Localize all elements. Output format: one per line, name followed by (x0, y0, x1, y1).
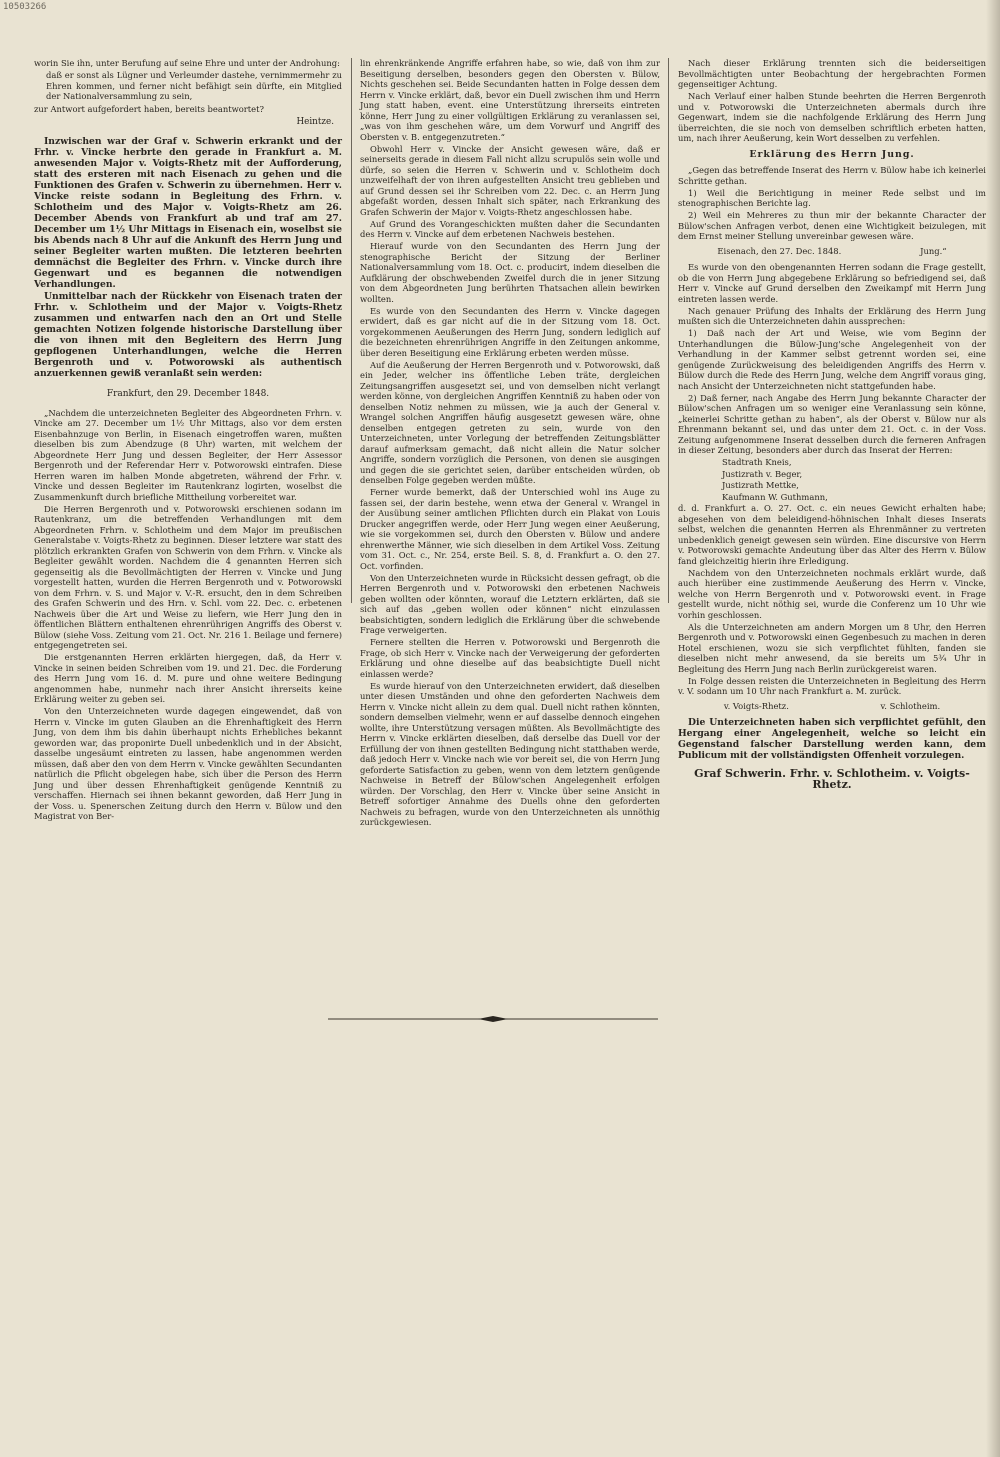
signature: v. Voigts-Rhetz. (723, 700, 789, 711)
paragraph: 1) Weil die Berichtigung in meiner Rede selbst und im stenographischen Berichte lag. (678, 187, 986, 208)
paragraph: Obwohl Herr v. Vincke der Ansicht gewesen wäre, daß er seinerseits gerade in diesem Fall nicht allzu scrupulös sein wolle und dürfe, so seien die Herren v. Schwerin und v. Schlotheim doch unzweifelhaft der von ihren aufgestellten Ansicht treu geblieben und auf Grund dessen sei ihr Schreiben vom 22. Dec. c. an Herrn Jung abgefaßt worden, dessen Inhalt sich später, nach Erkrankung des Grafen Schwerin der Major v. Voigts-Rhetz angeschlossen habe. (360, 143, 660, 217)
page-edge-shadow (986, 0, 1000, 1457)
page-id: 10503266 (3, 2, 47, 12)
signature: Heintze. (296, 117, 334, 127)
paragraph: Nach Verlauf einer halben Stunde beehrten die Herren Bergenroth und v. Potworowski die Unterzeichneten abermals durch ihre Gegenwart, indem sie die nachfolgende Erklärung des Herrn Jung überreichten, die sie noch von demselben schriftlich erbeten hatten, um, nach ihrer Aeußerung, kein Wort desselben zu verfehlen. (678, 91, 986, 143)
paragraph: 1) Daß nach der Art und Weise, wie vom Beginn der Unterhandlungen die Bülow-Jung'sche Angelegenheit von der Verhandlung in der Kammer selbst getrennt worden sei, eine genügende Zurückweisung des beleidigenden Angriffs des Herrn v. Bülow durch die Rede des Herrn Jung, welche dem Angriff voraus ging, nach Ansicht der Unterzeichneten nicht stattgefunden habe. (678, 328, 986, 391)
quotation: daß er sonst als Lügner und Verleumder dastehe, vernimmermehr zu Ehren kommen, und ferner nicht befähigt sein dürfte, ein Mitglied der Nationalversammlung zu sein, (46, 70, 342, 101)
paragraph: Die erstgenannten Herren erklärten hiergegen, daß, da Herr v. Vincke in seinen beiden Schreiben vom 19. und 21. Dec. die Forderung des Herrn Jung vom 16. d. M. pure und ohne weitere Bedingung angenommen habe, nunmehr nach ihrer Ansicht ihrerseits keine Erklärung weiter zu geben sei. (34, 652, 342, 704)
list-item: Justizrath v. Beger, (722, 468, 803, 479)
column-1 (34, 58, 342, 823)
paragraph: Nach dieser Erklärung trennten sich die beiderseitigen Bevollmächtigten unter Beobachtung der hergebrachten Formen gegenseitiger Achtung. (678, 58, 986, 89)
paragraph: worin Sie ihn, unter Berufung auf seine Ehre und unter der Androhung: (34, 58, 340, 68)
list-item: Kaufmann W. Guthmann, (722, 491, 828, 502)
column-2 (360, 58, 660, 829)
paragraph: Unmittelbar nach der Rückkehr von Eisenach traten der Frhr. v. Schlotheim und der Major v. Voigts-Rhetz zusammen und entwarfen nach den an Ort und Stelle gemachten Notizen folgende historische Darstellung über die von ihnen mit den Begleitern des Herrn Jung gepflogenen Unterhandlungen, welche die Herren Bergenroth und v. Potworowski als authentisch anzuerkennen gewiß veranlaßt sein werden: (34, 291, 342, 379)
paragraph: Von den Unterzeichneten wurde in Rücksicht dessen gefragt, ob die Herren Bergenroth und v. Potworowski den erbetenen Nachweis geben wollten oder könnten, worauf die Letztern erklärten, daß sie sich auf das „geben wollen oder können“ nicht einzulassen beabsichtigten, sondern lediglich die Erklärung über die schwebende Frage verweigerten. (360, 572, 660, 635)
column-divider (351, 58, 352, 603)
paragraph: 2) Weil ein Mehreres zu thun mir der bekannte Character der Bülow'schen Anfragen verbot, denen eine Wichtigkeit beizulegen, mit dem Ernst meiner Stellung unvereinbar gewesen wäre. (678, 210, 986, 241)
paragraph: Die Herren Bergenroth und v. Potworowski erschienen sodann im Rautenkranz, um die betreffenden Verhandlungen mit dem Abgeordneten Frhrn. v. Schlotheim und dem Major im preußischen Generalstabe v. Voigts-Rhetz zu beginnen. Dieser letztere war statt des plötzlich erkrankten Grafen von Schwerin von dem Frhrn. v. Vincke als Begleiter gewählt worden. Nachdem die 4 genannten Herren sich gegenseitig als die Bevollmächtigten der Herren v. Vincke und Jung vorgestellt hatten, wurden die Herren Bergenroth und v. Potworowski von dem Frhrn. v. S. und Major v. V.-R. ersucht, den in dem Schreiben des Grafen Schwerin und des Hrn. v. Schl. vom 22. Dec. c. erbetenen Nachweis über die Art und Weise zu liefern, wie Herr Jung den in öffentlichen Blättern enthaltenen ehrenrührigen Angriffs des Oberst v. Bülow (siehe Voss. Zeitung vom 21. Oct. Nr. 216 1. Beilage und fernere) entgegengetreten sei. (34, 503, 342, 650)
column-divider (668, 58, 669, 603)
paragraph: Hierauf wurde von den Secundanten des Herrn Jung der stenographische Bericht der Sitzung der Berliner Nationalversammlung vom 18. Oct. c. producirt, indem dieselben die Aufklärung der obschwebenden Zweifel durch die in jener Sitzung von dem Abgeordneten Jung berührten Thatsachen allein bewirken wollten. (360, 241, 660, 304)
paragraph: Inzwischen war der Graf v. Schwerin erkrankt und der Frhr. v. Vincke herbrte den gerade in Frankfurt a. M. anwesenden Major v. Voigts-Rhetz mit der Aufforderung, statt des ersteren mit nach Eisenach zu gehen und die Funktionen des Grafen v. Schwerin zu übernehmen. Herr v. Vincke reiste sodann in Begleitung des Frhrn. v. Schlotheim und des Major v. Voigts-Rhetz am 26. December Abends von Frankfurt ab und traf am 27. December um 1½ Uhr Mittags in Eisenach ein, woselbst sie bis Abends nach 8 Uhr auf die Ankunft des Herrn Jung und seiner Begleiter warten mußten. Die letzteren beehrten demnächst die Begleiter des Frhrn. v. Vincke durch ihre Gegenwart und es begannen die notwendigen Verhandlungen. (34, 135, 342, 290)
paragraph: Als die Unterzeichneten am andern Morgen um 8 Uhr, den Herren Bergenroth und v. Potworowski einen Gegenbesuch zu machen in deren Hotel erschienen, wozu sie sich verpflichtet fühlten, fanden sie dieselben nicht mehr anwesend, da sie bereits um 5¾ Uhr in Begleitung des Herrn Jung nach Berlin zurückgereist waren. (678, 621, 986, 674)
paragraph: Nach genauer Prüfung des Inhalts der Erklärung des Herrn Jung mußten sich die Unterzeichneten dahin aussprechen: (678, 305, 986, 326)
list-item: Justizrath Mettke, (722, 480, 799, 490)
paragraph: Es wurde hierauf von den Unterzeichneten erwidert, daß dieselben unter diesen Umständen und ohne den geforderten Nachweis dem Herrn v. Vincke nicht allein zu dem qual. Duell nicht rathen könnten, sondern demselben vielmehr, wenn er auf dasselbe dennoch eingehen wollte, ihre Unterstützung versagen müßten. Als Bevollmächtigte des Herrn v. Vincke erklärten dieselben, daß derselbe das Duell vor der Erfüllung der von ihnen gestellten Bedingung nicht statthaben werde, daß jedoch Herr v. Vincke nach wie vor bereit sei, die von Herrn Jung geforderte Satisfaction zu geben, wenn von dem letztern genügende Nachweise in Betreff der Bülow'schen Angelegenheit erfolgen würden. Der Vorschlag, den Herr v. Vincke über seine Ansicht in Betreff sofortiger Annahme des Duells ohne den geforderten Nachweis zu befragen, wurde von den Unterzeichneten als unnöthig zurückgewiesen. (360, 680, 660, 827)
paragraph: Es wurde von den obengenannten Herren sodann die Frage gestellt, ob die von Herrn Jung abgegebene Erklärung so befriedigend sei, daß Herr v. Vincke auf Grund derselben den Zweikampf mit Herrn Jung eintreten lassen werde. (678, 262, 986, 304)
column-3 (678, 58, 986, 794)
list-item: Stadtrath Kneis, (722, 457, 792, 467)
signature: Jung.“ (920, 245, 947, 256)
paragraph: Fernere stellten die Herren v. Potworowski und Bergenroth die Frage, ob sich Herr v. Vincke nach der Verweigerung der geforderten Erklärung und ohne dieselbe auf das beabsichtigte Duell nicht einlassen werde? (360, 637, 660, 679)
paragraph: „Gegen das betreffende Inserat des Herrn v. Bülow habe ich keinerlei Schritte gethan. (678, 165, 986, 186)
dateline: Frankfurt, den 29. December 1848. (106, 389, 270, 399)
paragraph: d. d. Frankfurt a. O. 27. Oct. c. ein neues Gewicht erhalten habe; abgesehen von dem beleidigend-höhnischen Inhalt dieses Inserats selbst, welchen die genannten Herren als Ehrenmänner zu vertreten unbedenklich geneigt gewesen sein würden. Eine discursive von Herrn v. Potworowski gemachte Andeutung über das Alter des Herrn v. Bülow fand gleichzeitig hierin ihre Erledigung. (678, 503, 986, 566)
paragraph: lin ehrenkränkende Angriffe erfahren habe, so wie, daß von ihm zur Beseitigung derselben, besonders gegen den Obersten v. Bülow, Nichts geschehen sei. Beide Secundanten hatten in Folge dessen dem Herrn v. Vincke erklärt, daß, bevor ein Duell zwischen ihm und Herrn Jung statt haben, event. eine Unterstützung ihrerseits eintreten könne, Herr Jung zu einer vollgültigen Erklärung zu veranlassen sei, „was von ihm geschehen wäre, um dem Vorwurf und Angriff des Obersten v. B. entgegenzutreten.“ (360, 58, 660, 142)
paragraph: Die Unterzeichneten haben sich verpflichtet gefühlt, den Hergang einer Angelegenheit, welche so leicht ein Gegenstand falscher Darstellung werden kann, dem Publicum mit der vollständigsten Offenheit vorzulegen. (678, 717, 986, 761)
paragraph: zur Antwort aufgefordert haben, bereits beantwortet? (34, 103, 264, 114)
paragraph: Auf Grund des Vorangeschickten mußten daher die Secundanten des Herrn v. Vincke auf dem erbetenen Nachweis bestehen. (360, 218, 660, 239)
paragraph: Es wurde von den Secundanten des Herrn v. Vincke dagegen erwidert, daß es gar nicht auf die in der Sitzung vom 18. Oct. vorgekommenen Aeußerungen des Herrn Jung, sondern lediglich auf die bezeichneten ehrenrührigen Angriffe in den Zeitungen ankomme, über deren Beseitigung eine Erklärung erbeten werden müsse. (360, 305, 660, 358)
signature-line (678, 701, 986, 712)
date-signature-line (678, 246, 986, 257)
paragraph: Auf die Aeußerung der Herren Bergenroth und v. Potworowski, daß ein Jeder, welcher ins öffentliche Leben träte, dergleichen Zeitungsangriffen ausgesetzt sei, und von demselben nicht verlangt werden könne, von dergleichen Angriffen Kenntniß zu haben oder von denselben Notiz nehmen zu müssen, wie ja auch der General v. Wrangel solchen Angriffen häufig ausgesetzt gewesen wäre, ohne denselben entgegen getreten zu sein, wurde von den Unterzeichneten, unter Vorlegung der betreffenden Zeitungsblätter darauf aufmerksam gemacht, daß nicht allein die Natur solcher Angriffe, sondern vorzüglich die Personen, von denen sie ausgingen und gegen die sie gerichtet seien, darüber entscheiden würden, ob denselben Folge gegeben werden müßte. (360, 359, 660, 485)
paragraph: Nachdem von den Unterzeichneten nochmals erklärt wurde, daß auch hierüber eine zustimmende Aeußerung des Herrn v. Vincke, welche von Herrn Bergenroth und v. Potworowski event. in Frage gestellt wurde, nicht nöthig sei, wurde die Conferenz um 10 Uhr wie vorhin geschlossen. (678, 567, 986, 620)
date-place: Eisenach, den 27. Dec. 1848. (717, 245, 842, 256)
section-heading: Erklärung des Herrn Jung. (749, 148, 915, 160)
paragraph: In Folge dessen reisten die Unterzeichneten in Begleitung des Herrn v. V. sodann um 10 Uhr nach Frankfurt a. M. zurück. (678, 675, 986, 696)
paragraph: „Nachdem die unterzeichneten Begleiter des Abgeordneten Frhrn. v. Vincke am 27. December um 1½ Uhr Mittags, also vor dem ersten Eisenbahnzuge von Berlin, in Eisenach eingetroffen waren, mußten dieselben bis zum Abendzuge (8 Uhr) warten, mit welchem der Abgeordnete Herr Jung und dessen Begleiter, der Herr Assessor Bergenroth und der Referendar Herr v. Potworowski eintrafen. Diese Herren waren im halben Monde abgetreten, während der Frhr. v. Vincke und dessen Begleiter im Rautenkranz logirten, woselbst die Zusammenkunft durch briefliche Mittheilung vorbereitet war. (34, 407, 342, 502)
final-signatures: Graf Schwerin. Frhr. v. Schlotheim. v. Voigts-Rhetz. (694, 767, 970, 791)
paragraph: Ferner wurde bemerkt, daß der Unterschied wohl ins Auge zu fassen sei, der darin bestehe, wenn etwa der General v. Wrangel in der Ausübung seiner amtlichen Pflichten durch ein Plakat von Louis Drucker angegriffen werde, oder Herr Jung wegen einer Aeußerung, wie sie vorgekommen sei, durch den Obersten v. Bülow und andere ehrenwerthe Männer, wie sich dieselben in dem Artikel Voss. Zeitung vom 31. Oct. c., Nr. 254, erste Beil. S. 8, d. Frankfurt a. O. den 27. Oct. vorfinden. (360, 487, 660, 571)
paragraph: 2) Daß ferner, nach Angabe des Herrn Jung bekannte Character der Bülow'schen Anfragen um so weniger eine Veranlassung sein könne, „keinerlei Schritte gethan zu haben“, als der Oberst v. Bülow nur als Ehrenmann bekannt sei, und das unter dem 21. Oct. c. in der Voss. Zeitung aufgenommene Inserat desselben durch die ferneren Anfragen in dieser Zeitung, besonders aber durch das Inserat der Herren: (678, 392, 986, 455)
paragraph: Von den Unterzeichneten wurde dagegen eingewendet, daß von Herrn v. Vincke im guten Glauben an die Ehrenhaftigkeit des Herrn Jung, von dem ihm bis dahin überhaupt nichts Erhebliches bekannt geworden war, das proponirte Duell unbedenklich und in der Absicht, dasselbe ungesäumt eintreten zu lassen, habe angenommen werden müssen, daß aber den von dem Herrn v. Vincke gewählten Secundanten natürlich die Pflicht obgelegen habe, sich über die Person des Herrn Jung und über dessen Ehrenhaftigkeit genügende Kenntniß zu verschaffen. Hiernach sei ihnen bekannt geworden, daß Herr Jung in der Voss. u. Spenerschen Zeitung durch den Herrn v. Bülow und den Magistrat von Ber- (34, 706, 342, 821)
ornament-rule (328, 1014, 658, 1024)
signature: v. Schlotheim. (880, 700, 941, 711)
